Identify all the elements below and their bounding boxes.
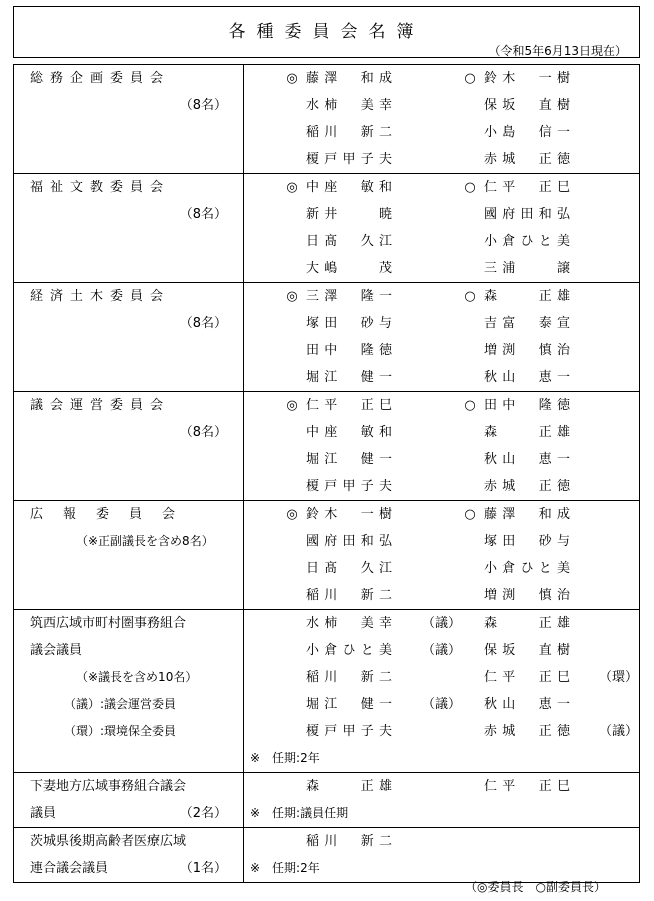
committee-name: 広報委員会 <box>30 507 196 522</box>
member-cell <box>244 773 640 828</box>
member-cell <box>244 610 640 773</box>
member-row <box>244 582 639 609</box>
committee-name: 経済土木委員会 <box>30 289 171 304</box>
spacer <box>14 119 243 146</box>
member-name: 塚 田 砂 与 <box>306 316 392 331</box>
chikusei-label <box>14 610 244 773</box>
member-name: 新 井 暁 <box>306 207 392 222</box>
role-tag: （議） <box>422 697 462 712</box>
member-name: 増 渕 慎 治 <box>484 588 570 603</box>
member-row <box>244 92 639 119</box>
committee-count: （8名） <box>179 425 227 440</box>
member-name: 仁 平 正 巳 <box>484 670 570 685</box>
member-row <box>244 337 639 364</box>
member-name: 増 渕 慎 治 <box>484 343 570 358</box>
term-note <box>244 745 639 772</box>
member-name: 小 倉 ひ と 美 <box>484 561 570 576</box>
member-row <box>244 364 639 391</box>
member-name: 堀 江 健 一 <box>306 452 392 467</box>
member-name: 仁 平 正 巳 <box>484 779 570 794</box>
member-name: 鈴 木 一 樹 <box>306 507 392 522</box>
committee-row <box>14 283 640 392</box>
member-name: 赤 城 正 徳 <box>484 724 570 739</box>
committee-count: （8名） <box>179 207 227 222</box>
member-name: 稲 川 新 二 <box>306 670 392 685</box>
member-row <box>244 610 639 637</box>
member-row <box>244 828 639 855</box>
ibaraki-name-2: 連合議会議員 <box>30 861 109 876</box>
spacer <box>14 446 243 473</box>
vice-chair-mark: ○ <box>464 507 476 522</box>
spacer <box>14 745 243 772</box>
member-cell <box>244 174 640 283</box>
vice-chair-mark: ○ <box>464 71 476 86</box>
member-name: 森 正 雄 <box>484 425 570 440</box>
member-row <box>244 201 639 228</box>
committee-label <box>14 65 244 174</box>
spacer <box>14 364 243 391</box>
committee-name: 総務企画委員会 <box>30 71 171 86</box>
committee-count: （8名） <box>179 98 227 113</box>
member-cell <box>244 501 640 610</box>
member-cell <box>244 65 640 174</box>
member-row <box>244 255 639 282</box>
committee-row <box>14 392 640 501</box>
committee-label <box>14 501 244 610</box>
member-name: 田 中 隆 徳 <box>484 398 570 413</box>
member-row <box>244 119 639 146</box>
member-row <box>244 691 639 718</box>
member-name: 小 倉 ひ と 美 <box>306 643 392 658</box>
member-name: 小 倉 ひ と 美 <box>484 234 570 249</box>
member-row <box>244 773 639 800</box>
legend: （◎委員長 ○副委員長） <box>465 880 606 894</box>
vice-chair-mark: ○ <box>464 398 476 413</box>
ibaraki-label <box>14 828 244 883</box>
committee-label <box>14 174 244 283</box>
member-name: 小 島 信 一 <box>484 125 570 140</box>
chair-mark: ◎ <box>286 180 298 195</box>
chikusei-name-2: 議会議員 <box>30 643 83 658</box>
spacer <box>14 473 243 500</box>
shimotsuma-name-2: 議員 <box>30 806 57 821</box>
shimotsuma-label <box>14 773 244 828</box>
member-name: 稲 川 新 二 <box>306 834 392 849</box>
member-cell <box>244 283 640 392</box>
committee-row <box>14 65 640 174</box>
member-row <box>244 555 639 582</box>
page-title: 各種委員会名簿 <box>228 22 425 42</box>
committee-row <box>14 501 640 610</box>
member-name: 森 正 雄 <box>306 779 392 794</box>
spacer <box>14 146 243 173</box>
member-row <box>244 146 639 173</box>
member-name: 榎 戸 甲 子 夫 <box>306 479 392 494</box>
committee-row <box>14 174 640 283</box>
member-name: 秋 山 恵 一 <box>484 452 570 467</box>
member-name: 堀 江 健 一 <box>306 697 392 712</box>
term-text: ※ 任期:2年 <box>250 861 320 875</box>
member-row <box>244 718 639 745</box>
committee-label <box>14 283 244 392</box>
chair-mark: ◎ <box>286 289 298 304</box>
role-tag: （議） <box>599 724 639 739</box>
member-name: 藤 澤 和 成 <box>306 71 392 86</box>
spacer <box>14 337 243 364</box>
spacer <box>14 228 243 255</box>
member-row <box>244 228 639 255</box>
chikusei-count: （※議長を含め10名） <box>76 670 198 684</box>
term-note <box>244 800 639 827</box>
committee-table <box>13 64 640 883</box>
shimotsuma-row <box>14 773 640 828</box>
committee-count: （※正副議長を含め8名） <box>76 534 214 548</box>
committee-label <box>14 392 244 501</box>
member-cell <box>244 392 640 501</box>
member-name: 塚 田 砂 与 <box>484 534 570 549</box>
member-name: 大 嶋 茂 <box>306 261 392 276</box>
role-tag: （議） <box>422 616 462 631</box>
chikusei-note-kan: （環）:環境保全委員 <box>64 724 177 738</box>
member-row <box>244 419 639 446</box>
member-name: 日 髙 久 江 <box>306 234 392 249</box>
role-tag: （環） <box>599 670 639 685</box>
shimotsuma-name: 下妻地方広域事務組合議会 <box>30 779 187 794</box>
chair-mark: ◎ <box>286 507 298 522</box>
spacer <box>14 255 243 282</box>
spacer <box>14 582 243 609</box>
member-row <box>244 283 639 310</box>
ibaraki-line2 <box>14 855 243 882</box>
member-row <box>244 446 639 473</box>
member-row <box>244 501 639 528</box>
chair-mark: ◎ <box>286 71 298 86</box>
member-name: 田 中 隆 徳 <box>306 343 392 358</box>
chair-mark: ◎ <box>286 398 298 413</box>
member-name: 赤 城 正 徳 <box>484 152 570 167</box>
member-row <box>244 528 639 555</box>
member-row <box>244 174 639 201</box>
member-name: 三 浦 譲 <box>484 261 570 276</box>
member-name: 中 座 敏 和 <box>306 425 392 440</box>
member-name: 秋 山 恵 一 <box>484 697 570 712</box>
vice-chair-mark: ○ <box>464 289 476 304</box>
member-name: 鈴 木 一 樹 <box>484 71 570 86</box>
title-box <box>13 6 640 58</box>
member-row <box>244 637 639 664</box>
as-of-date: （令和5年6月13日現在） <box>488 44 627 58</box>
committee-name: 議会運営委員会 <box>30 398 171 413</box>
member-row <box>244 310 639 337</box>
member-name: 水 柿 美 幸 <box>306 98 392 113</box>
member-name: 保 坂 直 樹 <box>484 98 570 113</box>
member-name: 仁 平 正 巳 <box>306 398 392 413</box>
chikusei-row <box>14 610 640 773</box>
spacer <box>14 555 243 582</box>
member-name: 吉 富 泰 宣 <box>484 316 570 331</box>
member-name: 仁 平 正 巳 <box>484 180 570 195</box>
member-name: 秋 山 恵 一 <box>484 370 570 385</box>
term-text: ※ 任期:議員任期 <box>250 806 349 820</box>
member-name: 堀 江 健 一 <box>306 370 392 385</box>
ibaraki-count: （1名） <box>179 861 227 876</box>
committee-name: 福祉文教委員会 <box>30 180 171 195</box>
member-row <box>244 664 639 691</box>
member-name: 榎 戸 甲 子 夫 <box>306 152 392 167</box>
chikusei-note-gi: （議）:議会運営委員 <box>64 697 177 711</box>
committee-count: （8名） <box>179 316 227 331</box>
term-text: ※ 任期:2年 <box>250 751 320 765</box>
ibaraki-name: 茨城県後期高齢者医療広域 <box>30 834 187 849</box>
member-name: 中 座 敏 和 <box>306 180 392 195</box>
member-cell <box>244 828 640 883</box>
member-name: 森 正 雄 <box>484 616 570 631</box>
member-name: 國 府 田 和 弘 <box>306 534 392 549</box>
shimotsuma-line2 <box>14 800 243 827</box>
member-name: 三 澤 隆 一 <box>306 289 392 304</box>
member-name: 榎 戸 甲 子 夫 <box>306 724 392 739</box>
shimotsuma-count: （2名） <box>179 806 227 821</box>
member-row <box>244 65 639 92</box>
member-name: 日 髙 久 江 <box>306 561 392 576</box>
member-name: 國 府 田 和 弘 <box>484 207 570 222</box>
member-name: 稲 川 新 二 <box>306 125 392 140</box>
member-name: 稲 川 新 二 <box>306 588 392 603</box>
vice-chair-mark: ○ <box>464 180 476 195</box>
role-tag: （議） <box>422 643 462 658</box>
member-name: 保 坂 直 樹 <box>484 643 570 658</box>
chikusei-name: 筑西広域市町村圏事務組合 <box>30 616 187 631</box>
member-row <box>244 473 639 500</box>
member-name: 森 正 雄 <box>484 289 570 304</box>
ibaraki-row <box>14 828 640 883</box>
member-row <box>244 392 639 419</box>
member-name: 赤 城 正 徳 <box>484 479 570 494</box>
member-name: 水 柿 美 幸 <box>306 616 392 631</box>
member-name: 藤 澤 和 成 <box>484 507 570 522</box>
